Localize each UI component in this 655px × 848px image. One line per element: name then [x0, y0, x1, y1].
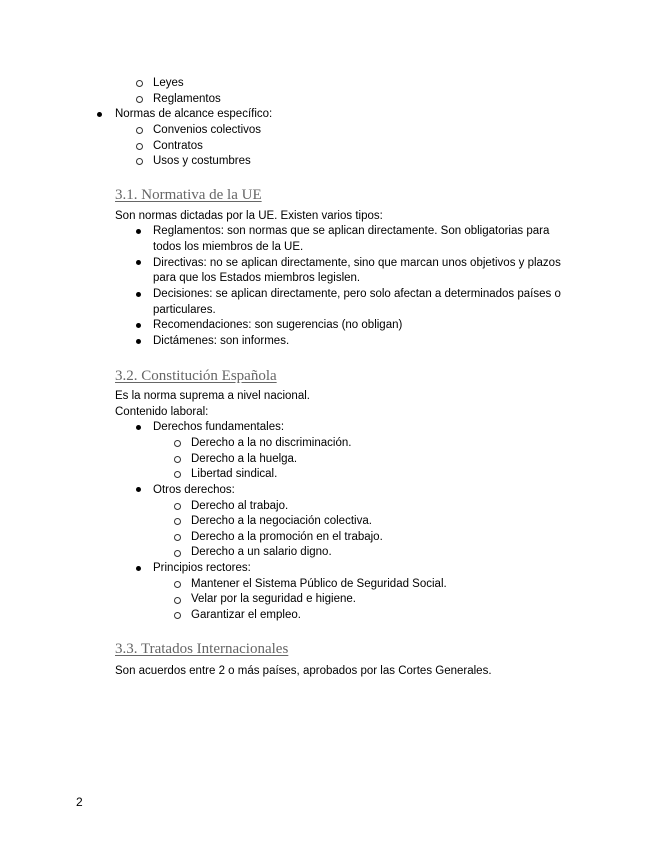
disc-bullet-icon	[136, 229, 141, 234]
list-item: Derechos fundamentales:	[153, 421, 285, 433]
section-heading: 3.1. Normativa de la UE	[115, 187, 262, 203]
paragraph: Son normas dictadas por la UE. Existen varios tipos:	[115, 210, 383, 222]
list-item: Otros derechos:	[153, 484, 235, 496]
paragraph: Son acuerdos entre 2 o más países, aprobados por las Cortes Generales.	[115, 665, 492, 677]
list-item: Velar por la seguridad e higiene.	[191, 593, 356, 605]
list-item: Reglamentos: son normas que se aplican directamente. Son obligatorias para	[153, 225, 550, 237]
circle-bullet-icon	[136, 80, 143, 87]
circle-bullet-icon	[174, 581, 181, 588]
disc-bullet-icon	[136, 487, 141, 492]
list-item: Recomendaciones: son sugerencias (no obligan)	[153, 319, 403, 331]
list-item-continuation: para que los Estados miembros legislen.	[153, 272, 361, 284]
list-item: Derecho a un salario digno.	[191, 546, 332, 558]
list-item: Leyes	[153, 77, 184, 89]
list-item: Derecho a la no discriminación.	[191, 437, 352, 449]
circle-bullet-icon	[174, 550, 181, 557]
list-item-continuation: particulares.	[153, 304, 216, 316]
circle-bullet-icon	[174, 456, 181, 463]
list-item: Directivas: no se aplican directamente, sino que marcan unos objetivos y plazos	[153, 257, 561, 269]
list-item: Derecho a la negociación colectiva.	[191, 515, 372, 527]
paragraph: Contenido laboral:	[115, 406, 209, 418]
list-item: Usos y costumbres	[153, 155, 251, 167]
list-item: Convenios colectivos	[153, 124, 262, 136]
circle-bullet-icon	[174, 471, 181, 478]
list-item: Mantener el Sistema Público de Seguridad Social.	[191, 578, 447, 590]
list-item: Garantizar el empleo.	[191, 609, 301, 621]
circle-bullet-icon	[174, 612, 181, 619]
list-item: Normas de alcance específico:	[115, 108, 273, 120]
circle-bullet-icon	[174, 534, 181, 541]
circle-bullet-icon	[136, 127, 143, 134]
circle-bullet-icon	[136, 158, 143, 165]
circle-bullet-icon	[174, 518, 181, 525]
circle-bullet-icon	[174, 440, 181, 447]
paragraph: Es la norma suprema a nivel nacional.	[115, 390, 310, 402]
list-item: Reglamentos	[153, 93, 221, 105]
circle-bullet-icon	[174, 503, 181, 510]
list-item: Principios rectores:	[153, 562, 251, 574]
list-item: Dictámenes: son informes.	[153, 335, 290, 347]
list-item: Derecho al trabajo.	[191, 500, 289, 512]
disc-bullet-icon	[136, 260, 141, 265]
list-item: Derecho a la huelga.	[191, 453, 298, 465]
section-heading: 3.3. Tratados Internacionales	[115, 641, 289, 657]
list-item: Contratos	[153, 140, 203, 152]
list-item: Derecho a la promoción en el trabajo.	[191, 531, 383, 543]
circle-bullet-icon	[136, 143, 143, 150]
disc-bullet-icon	[136, 566, 141, 571]
page-number: 2	[76, 795, 83, 809]
circle-bullet-icon	[174, 597, 181, 604]
list-item: Libertad sindical.	[191, 468, 278, 480]
disc-bullet-icon	[136, 292, 141, 297]
circle-bullet-icon	[136, 96, 143, 103]
disc-bullet-icon	[136, 339, 141, 344]
disc-bullet-icon	[136, 323, 141, 328]
list-item: Decisiones: se aplican directamente, pero solo afectan a determinados países o	[153, 288, 561, 300]
disc-bullet-icon	[136, 425, 141, 430]
section-heading: 3.2. Constitución Española	[115, 368, 277, 384]
list-item-continuation: todos los miembros de la UE.	[153, 241, 304, 253]
disc-bullet-icon	[97, 112, 102, 117]
